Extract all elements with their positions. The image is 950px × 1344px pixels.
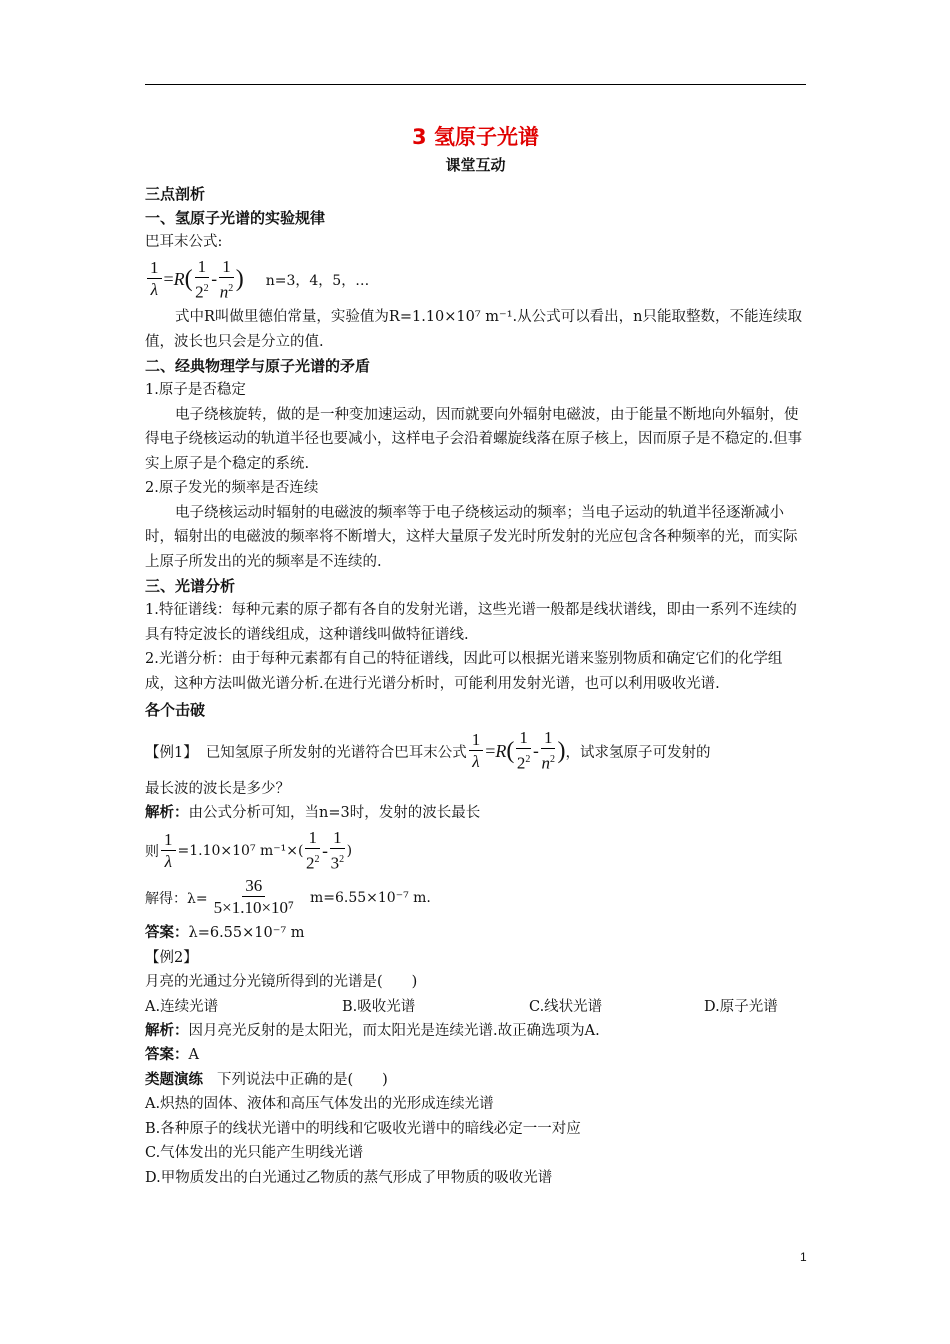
practice-option-b: B.各种原子的线状光谱中的明线和它吸收光谱中的暗线必定一一对应 bbox=[145, 1120, 581, 1137]
option-d: D.原子光谱 bbox=[704, 998, 778, 1015]
example-2-question: 月亮的光通过分光镜所得到的光谱是( ) bbox=[145, 974, 418, 991]
page-subtitle: 课堂互动 bbox=[445, 156, 506, 174]
example-1-answer: 答案：λ=6.55×10⁻⁷ m bbox=[145, 925, 305, 942]
section-2-text-1: 电子绕核旋转，做的是一种变加速运动，因而就要向外辐射电磁波，由于能量不断地向外辐射，使得电子绕核运动的轨道半径也要减小，这样电子会沿着螺旋线落在原子核上，因而原子是不稳定的.但事实上原子是个稳定的系统. bbox=[145, 406, 803, 472]
formula-n-values: n=3，4，5，… bbox=[265, 272, 370, 289]
section-1-heading: 一、氢原子光谱的实验规律 bbox=[145, 209, 326, 227]
example-1-tag: 【例1】 bbox=[145, 744, 198, 761]
section-1-text: 式中R叫做里德伯常量，实验值为R=1.10×10⁷ m⁻¹.从公式可以看出，n只能取整数，不能连续取值，波长也只会是分立的值. bbox=[145, 309, 802, 350]
document-body bbox=[145, 120, 806, 1190]
section-3-text-1: 1.特征谱线：每种元素的原子都有各自的发射光谱，这些光谱一般都是线状谱线，即由一系列不连续的具有特定波长的谱线组成，这种谱线叫做特征谱线. bbox=[145, 602, 797, 643]
example-1-solution: 解析：由公式分析可知，当n=3时，发射的波长最长 bbox=[145, 805, 481, 822]
practice-option-d: D.甲物质发出的白光通过乙物质的蒸气形成了甲物质的吸收光谱 bbox=[145, 1169, 553, 1186]
section-break-heading: 各个击破 bbox=[145, 701, 206, 720]
practice-option-c: C.气体发出的光只能产生明线光谱 bbox=[145, 1145, 364, 1162]
example-2-answer: 答案：A bbox=[145, 1047, 199, 1064]
example-1-calc: 则 $\frac{1}{\lambda}$ =1.10×10⁷ m⁻¹×( $\frac{1}{2^2}$ - $\frac{1}{3^2}$ ) bbox=[145, 827, 353, 873]
section-3-heading: 三、光谱分析 bbox=[145, 577, 236, 596]
section-2-sub-1: 1.原子是否稳定 bbox=[145, 382, 246, 399]
practice-option-a: A.炽热的固体、液体和高压气体发出的光形成连续光谱 bbox=[145, 1096, 494, 1113]
example-2-options bbox=[145, 995, 806, 1019]
section-2-heading: 二、经典物理学与原子光谱的矛盾 bbox=[145, 357, 371, 376]
option-a: A.连续光谱 bbox=[145, 998, 219, 1015]
example-2-tag: 【例2】 bbox=[145, 949, 198, 966]
example-1-solve: 解得：λ= $\frac{36}{\text{5×1.10×10⁷}}$ m=6.55×10⁻⁷ m. bbox=[145, 876, 431, 918]
option-b: B.吸收光谱 bbox=[342, 998, 416, 1015]
example-2-solution: 解析：因月亮光反射的是太阳光，而太阳光是连续光谱.故正确选项为A. bbox=[145, 1022, 600, 1039]
section-analysis-heading: 三点剖析 bbox=[145, 185, 206, 203]
page-title: 3 氢原子光谱 bbox=[412, 125, 539, 149]
header-rule bbox=[145, 84, 806, 85]
section-2-text-2: 电子绕核运动时辐射的电磁波的频率等于电子绕核运动的频率；当电子运动的轨道半径逐渐减小时，辐射出的电磁波的频率将不断增大，这样大量原子发光时所发射的光应包含各种频率的光，而实际上原子所发出的光的频率是不连续的. bbox=[145, 504, 798, 570]
example-1-question: 【例1】 已知氢原子所发射的光谱符合巴耳末公式 $\frac{1}{\lambda}$ =R ( $\frac{1}{2^2}$ - $\frac{1}{n^2}$ ) ，试求氢原子可发射的 bbox=[145, 728, 711, 773]
balmer-formula: $\frac{1}{\lambda}$ =R ( $\frac{1}{2^2}$ - $\frac{1}{n^2}$ ) n=3，4，5，… bbox=[145, 257, 806, 304]
example-1-question-cont: 最长波的波长是多少？ bbox=[145, 780, 290, 797]
option-c: C.线状光谱 bbox=[529, 998, 603, 1015]
formula-one-over-lambda: $\frac{1}{\lambda}$ bbox=[147, 258, 162, 301]
section-2-sub-2: 2.原子发光的频率是否连续 bbox=[145, 480, 319, 497]
section-3-text-2: 2.光谱分析：由于每种元素都有自己的特征谱线，因此可以根据光谱来鉴别物质和确定它们的化学组成，这种方法叫做光谱分析.在进行光谱分析时，可能利用发射光谱，也可以利用吸收光谱. bbox=[145, 651, 783, 692]
practice-question: 类题演练 下列说法中正确的是( ) bbox=[145, 1071, 388, 1088]
page-number: 1 bbox=[800, 1250, 807, 1264]
balmer-label: 巴耳末公式: bbox=[145, 234, 223, 250]
